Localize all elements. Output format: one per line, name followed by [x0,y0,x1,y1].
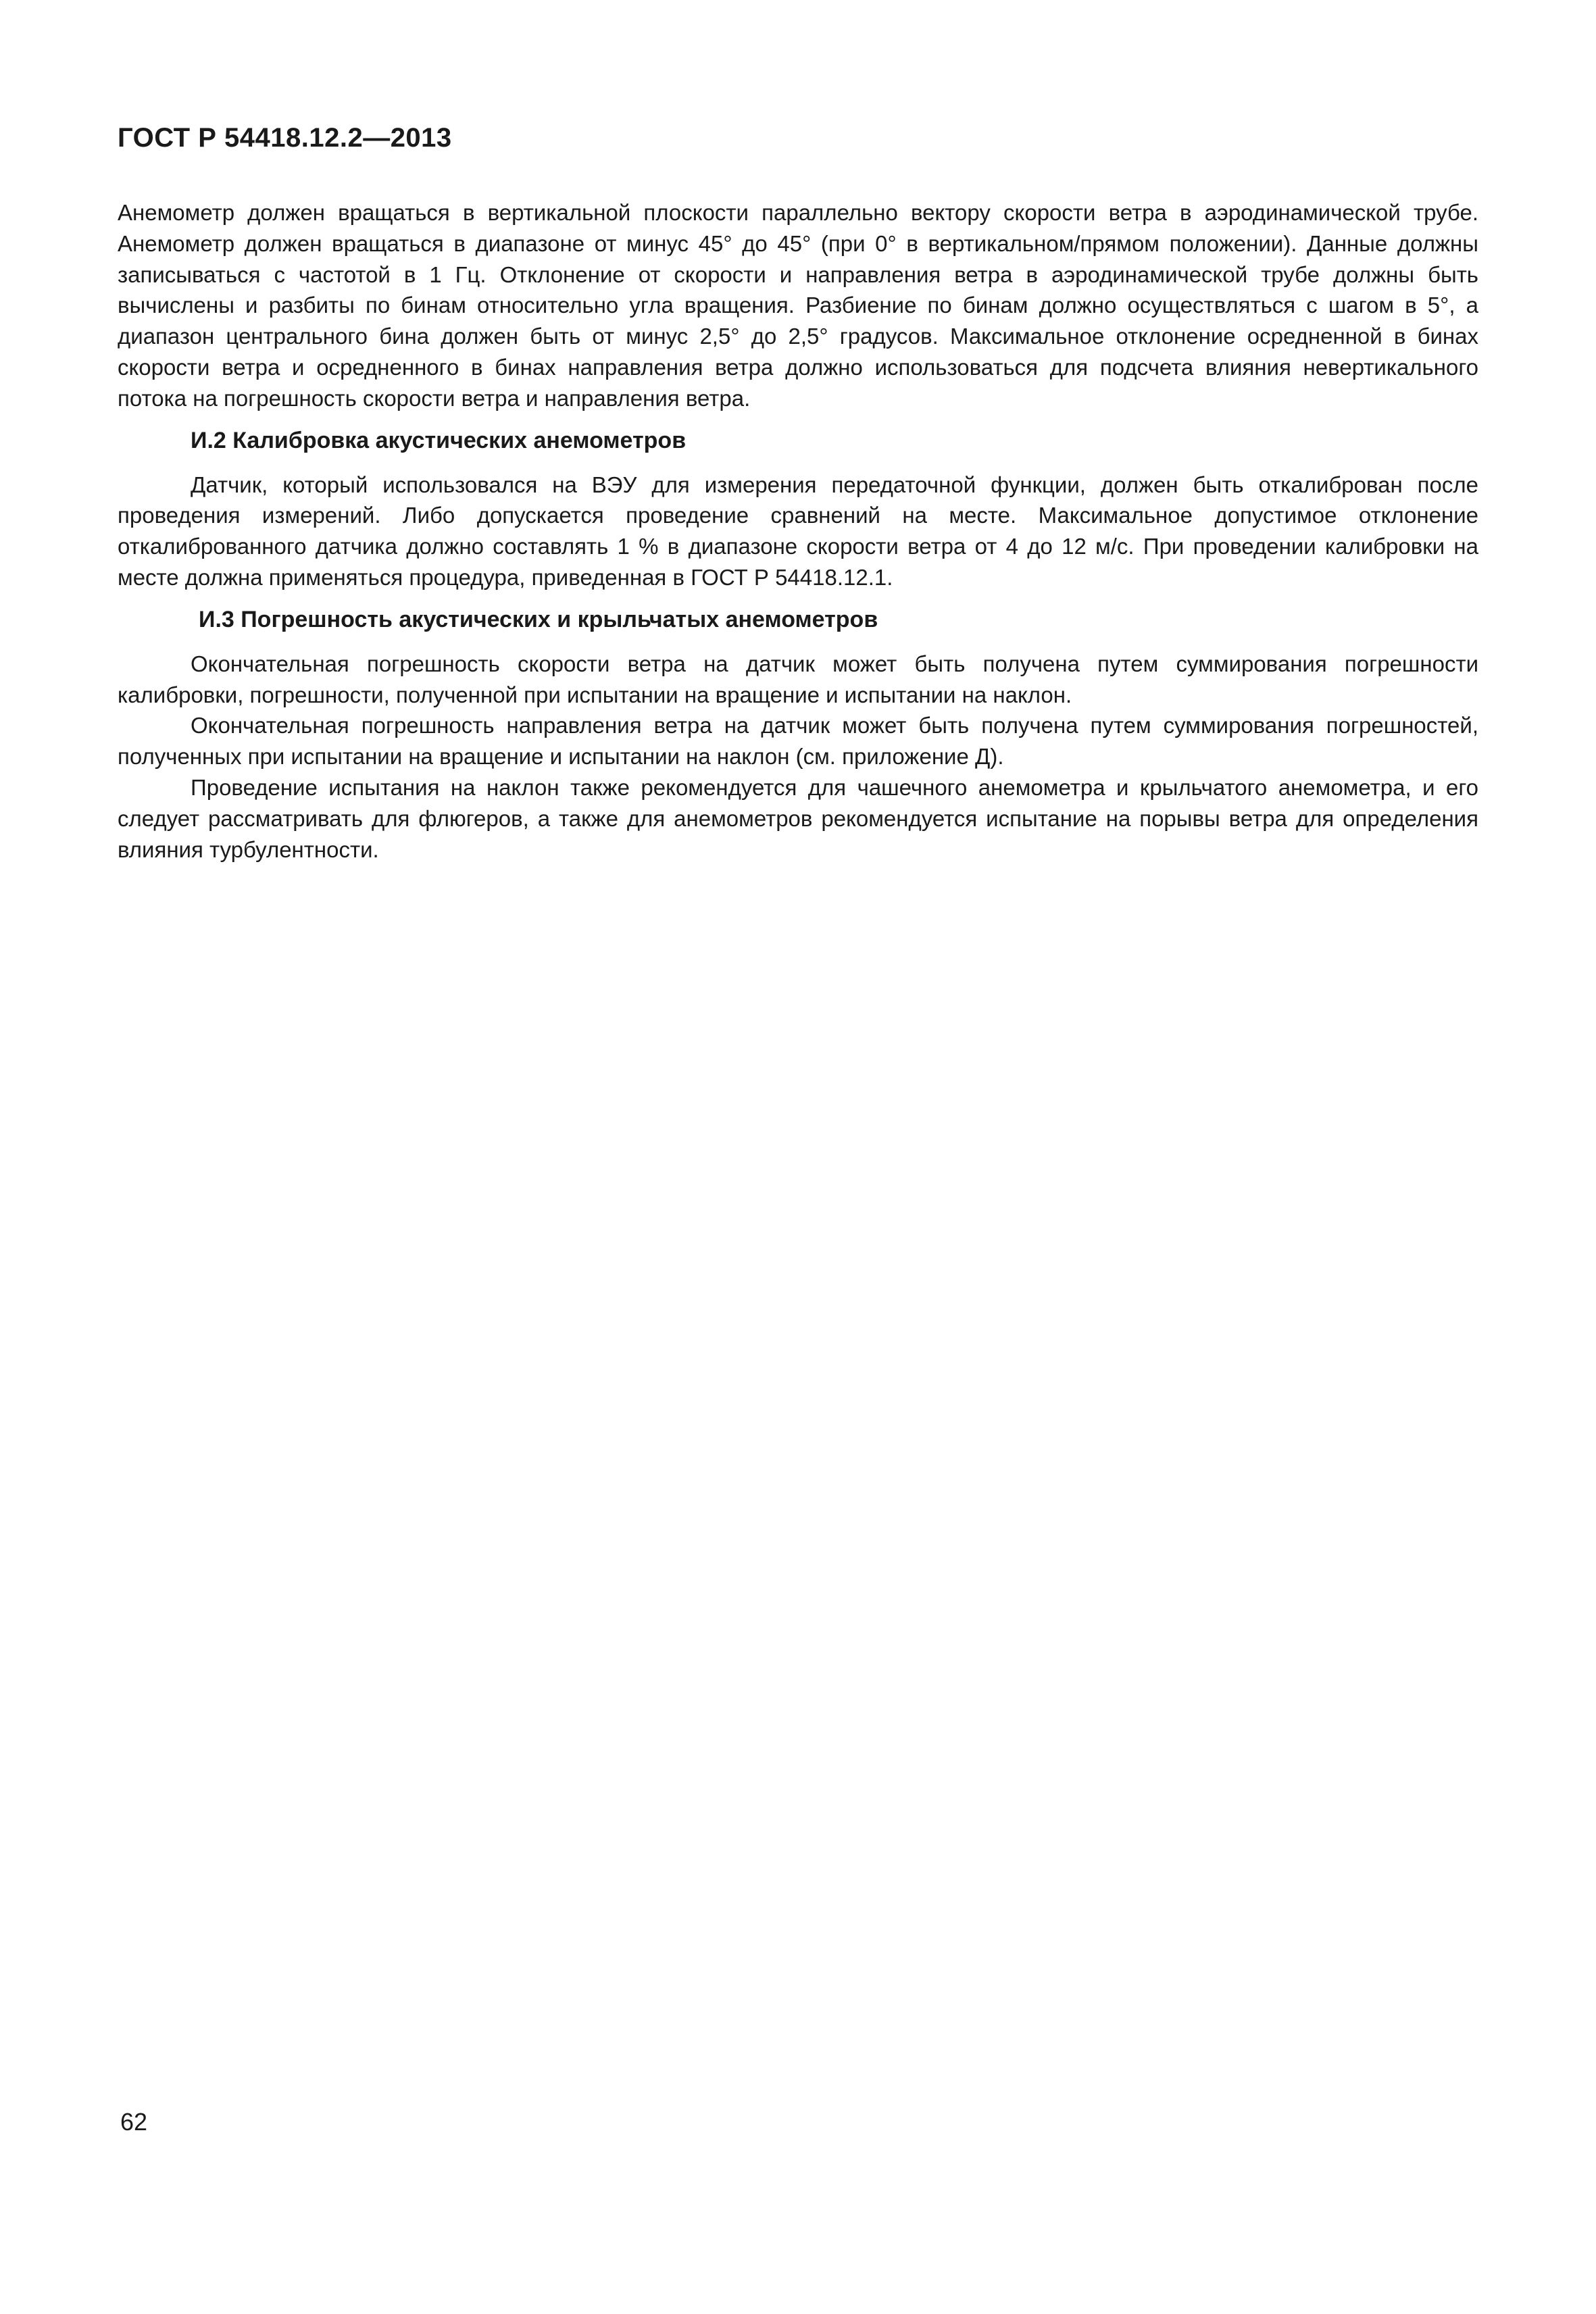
intro-paragraph: Анемометр должен вращаться в вертикальной плоскости параллельно вектору скорости ветра в аэродинамической трубе. Анемометр должен вращаться в диапазоне от минус 45° до 45° (при 0° в вертикальном/прямом положении). Данные должны записываться с частотой в 1 Гц. Отклонение от скорости и направления ветра в аэродинамической трубе должны быть вычислены и разбиты по бинам относительно угла вращения. Разбиение по бинам должно осуществляться с шагом в 5°, а диапазон центрального бина должен быть от минус 2,5° до 2,5° градусов. Максимальное отклонение осредненной в бинах скорости ветра и осредненного в бинах направления ветра должно использоваться для подсчета влияния невертикального потока на погрешность скорости ветра и направления ветра. [118,200,1478,411]
section-i3-paragraph-2: Окончательная погрешность направления ветра на датчик может быть получена путем суммирования погрешностей, полученных при испытании на вращение и испытании на наклон (см. приложение Д). [118,713,1478,770]
section-i3-paragraph-1: Окончательная погрешность скорости ветра на датчик может быть получена путем суммирования погрешности калибровки, погрешности, полученной при испытании на вращение и испытании на наклон. [118,651,1478,707]
section-i2-heading: И.2 Калибровка акустических анемометров [191,427,687,453]
section-i3-paragraph-3: Проведение испытания на наклон также рекомендуется для чашечного анемометра и крыльчатого анемометра, и его следует рассматривать для флюгеров, а также для анемометров рекомендуется испытание на порывы ветра для определения влияния турбулентности. [118,774,1478,862]
standard-code-header: ГОСТ Р 54418.12.2—2013 [118,123,452,153]
section-i2-paragraph: Датчик, который использовался на ВЭУ для измерения передаточной функции, должен быть откалиброван после проведения измерений. Либо допускается проведение сравнений на месте. Максимальное допустимое отклонение откалиброванного датчика должно составлять 1 % в диапазоне скорости ветра от 4 до 12 м/с. При проведении калибровки на месте должна применяться процедура, приведенная в ГОСТ Р 54418.12.1. [118,472,1478,590]
document-body [118,197,1478,865]
page-number: 62 [120,2108,148,2136]
section-i3-heading: И.3 Погрешность акустических и крыльчатых анемометров [199,606,878,632]
